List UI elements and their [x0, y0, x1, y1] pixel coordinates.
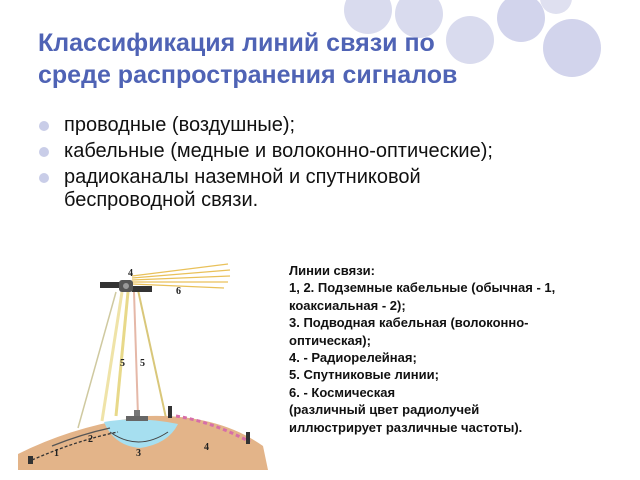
legend-line: 4. - Радиорелейная;: [289, 350, 417, 366]
legend-line: коаксиальная - 2);: [289, 297, 406, 313]
legend-line: 1, 2. Подземные кабельные (обычная - 1,: [289, 280, 556, 296]
legend-line: иллюстрирует различные частоты).: [289, 419, 523, 435]
label-4: 4: [204, 442, 209, 453]
label-1: 1: [54, 448, 59, 459]
legend-text-block: [289, 262, 629, 436]
bullet-dot-icon: [39, 173, 49, 183]
legend-line: 5. Спутниковые линии;: [289, 367, 439, 383]
label-satellite: 4: [128, 268, 133, 279]
legend-line: 3. Подводная кабельная (волоконно-: [289, 315, 529, 331]
bullet-item-wired: проводные (воздушные);: [38, 114, 618, 137]
bullet-list: [38, 114, 618, 215]
bullet-dot-icon: [39, 147, 49, 157]
title-line-2: среде распространения сигналов: [38, 61, 458, 89]
bullet-item-radio: радиоканалы наземной и спутниковой беспроводной связи.: [38, 166, 618, 212]
slide-title: [38, 27, 558, 91]
communication-lines-illustration: [18, 256, 278, 470]
ship-icon: [126, 410, 148, 421]
legend-line: оптическая);: [289, 332, 371, 348]
legend-line: 6. - Космическая: [289, 384, 396, 400]
legend-line: (различный цвет радиолучей: [289, 402, 480, 418]
legend-line: Линии связи:: [289, 263, 375, 278]
label-6: 6: [176, 286, 181, 297]
title-line-1: Классификация линий связи по: [38, 29, 435, 57]
bullet-dot-icon: [39, 121, 49, 131]
label-2: 2: [88, 434, 93, 445]
space-beams: [132, 264, 230, 288]
label-5b: 5: [140, 358, 145, 369]
bullet-item-cable: кабельные (медные и волоконно-оптические);: [38, 140, 618, 163]
label-3: 3: [136, 448, 141, 459]
label-5a: 5: [120, 358, 125, 369]
